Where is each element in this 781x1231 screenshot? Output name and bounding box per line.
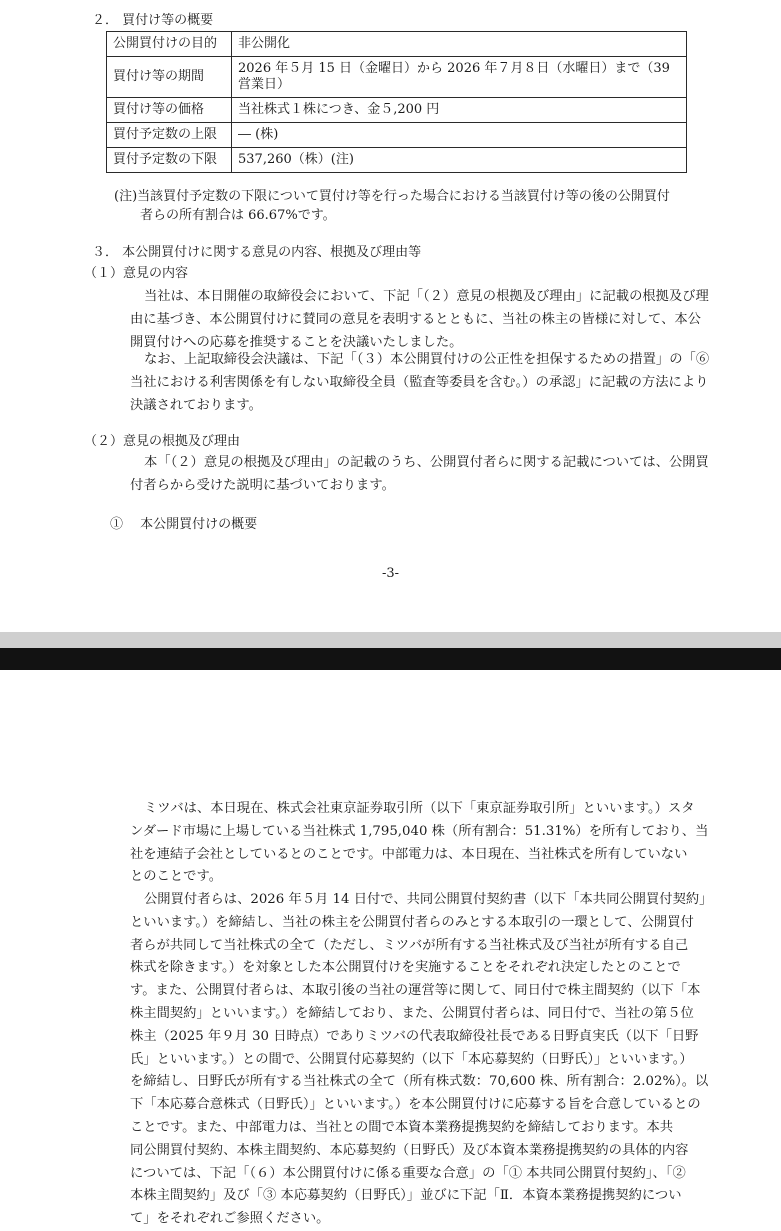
summary-row-label: 買付予定数の下限 (107, 148, 232, 173)
page-separator (0, 632, 781, 648)
paragraph-line: 決議されております。 (130, 397, 262, 413)
subsection-1-heading: （１）意見の内容 (84, 266, 189, 281)
paragraph-line: 同公開買付契約、本株主間契約、本応募契約（日野氏）及び本資本業務提携契約の具体的内容 (130, 1142, 689, 1158)
summary-row-value: 当社株式１株につき、金５,200 円 (232, 98, 687, 123)
paragraph-line: を締結し、日野氏が所有する当社株式の全て（所有株式数：70,600 株、所有割合：2.02%）。以 (130, 1074, 709, 1090)
paragraph-line: 下「本応募合意株式（日野氏）」といいます。）を本公開買付けに応募する旨を合意しているとの (130, 1097, 701, 1113)
paragraph-line: ことです。また、中部電力は、当社との間で本資本業務提携契約を締結しております。本共 (130, 1119, 674, 1135)
paragraph-line: 株式を除きます。）を対象とした本公開買付けを実施することをそれぞれ決定したとのことで (130, 960, 681, 976)
basis-paragraph-1 (130, 452, 709, 498)
agreement-paragraph (130, 889, 712, 1231)
summary-row-value: 537,260（株）(注) (232, 148, 687, 173)
mitsuba-paragraph (130, 798, 708, 889)
page-number: -3- (381, 566, 400, 581)
summary-row-value: 2026 年５月 15 日（金曜日）から 2026 年７月８日（水曜日）まで（39 営業日） (232, 57, 687, 98)
opinion-paragraph-1 (130, 286, 709, 354)
summary-row-label: 買付け等の価格 (107, 98, 232, 123)
paragraph-line: 株主間契約」といいます。）を締結しており、また、公開買付者らは、同日付で、当社の第５位 (130, 1005, 694, 1021)
section-2-heading: ２． 買付け等の概要 (92, 13, 214, 28)
section-3-heading: ３． 本公開買付けに関する意見の内容、根拠及び理由等 (92, 245, 422, 260)
summary-table-row (107, 98, 687, 123)
paragraph-line: 由に基づき、本公開買付けに賛同の意見を表明するとともに、当社の株主の皆様に対して、本公 (130, 311, 701, 327)
paragraph-line: て」をそれぞれご参照ください。 (130, 1211, 330, 1227)
footnote-line: (注)当該買付予定数の下限について買付け等を行った場合における当該買付け等の後の公開買付 (114, 189, 670, 204)
paragraph-line: 当社は、本日開催の取締役会において、下記「（２）意見の根拠及び理由」に記載の根拠及び理 (144, 289, 709, 304)
summary-table-row (107, 123, 687, 148)
summary-row-label: 買付け等の期間 (107, 57, 232, 98)
paragraph-line: 株主（2025 年９月 30 日時点）でありミツバの代表取締役社長である日野貞実氏（以下「日野 (130, 1028, 699, 1044)
summary-table-row (107, 57, 687, 98)
summary-row-value: 非公開化 (232, 32, 687, 57)
paragraph-line: 者らが共同して当社株式の全て（ただし、ミツバが所有する当社株式及び当社が所有する自己 (130, 937, 689, 953)
summary-row-label: 公開買付けの目的 (107, 32, 232, 57)
opinion-paragraph-2 (130, 349, 709, 417)
paragraph-line: ミツバは、本日現在、株式会社東京証券取引所（以下「東京証券取引所」といいます。）スタ (144, 801, 695, 816)
paragraph-line: す。また、公開買付者らは、本取引後の当社の運営等に関して、同日付で株主間契約（以下「本 (130, 983, 701, 999)
paragraph-line: 付者らから受けた説明に基づいております。 (130, 477, 395, 493)
paragraph-line: とのことです。 (130, 869, 223, 885)
purchase-summary-table (106, 31, 687, 173)
paragraph-line: 開買付けへの応募を推奨することを決議いたしました。 (130, 334, 463, 350)
paragraph-line: 氏」といいます。）との間で、公開買付応募契約（以下「本応募契約（日野氏）」といいます。） (130, 1051, 693, 1067)
paragraph-line: 社を連結子会社としているとのことです。中部電力は、本日現在、当社株式を所有していない (130, 846, 688, 862)
summary-table-row (107, 148, 687, 173)
tender-offer-overview-heading: ① 本公開買付けの概要 (110, 517, 258, 532)
paragraph-line: 本株主間契約」及び「③ 本応募契約（日野氏）」並びに下記「Ⅱ．本資本業務提携契約につい (130, 1188, 682, 1204)
footnote-line: 者らの所有割合は 66.67%です。 (114, 208, 336, 223)
paragraph-line: 本「（２）意見の根拠及び理由」の記載のうち、公開買付者らに関する記載については、公開買 (144, 455, 709, 470)
summary-table-row (107, 32, 687, 57)
summary-row-label: 買付予定数の上限 (107, 123, 232, 148)
paragraph-line: については、下記「（６）本公開買付けに係る重要な合意」の「① 本共同公開買付契約」、「② (130, 1165, 686, 1181)
document-page-4 (0, 670, 781, 1227)
table-footnote (114, 187, 670, 225)
summary-row-value: ― (株) (232, 123, 687, 148)
viewer-gap-band (0, 648, 781, 670)
subsection-2-heading: （２）意見の根拠及び理由 (84, 434, 241, 449)
paragraph-line: といいます。）を締結し、当社の株主を公開買付者らのみとする本取引の一環として、公開買付 (130, 914, 694, 930)
paragraph-line: なお、上記取締役会決議は、下記「（３）本公開買付けの公正性を担保するための措置」の「⑥ (144, 352, 710, 367)
paragraph-line: 当社における利害関係を有しない取締役全員（監査等委員を含む。）の承認」に記載の方法により (130, 374, 709, 390)
paragraph-line: ンダード市場に上場している当社株式 1,795,040 株（所有割合：51.31%）を所有しており、当 (130, 823, 709, 839)
paragraph-line: 公開買付者らは、2026 年５月 14 日付で、共同公開買付契約書（以下「本共同公開買付契約」 (144, 892, 713, 907)
